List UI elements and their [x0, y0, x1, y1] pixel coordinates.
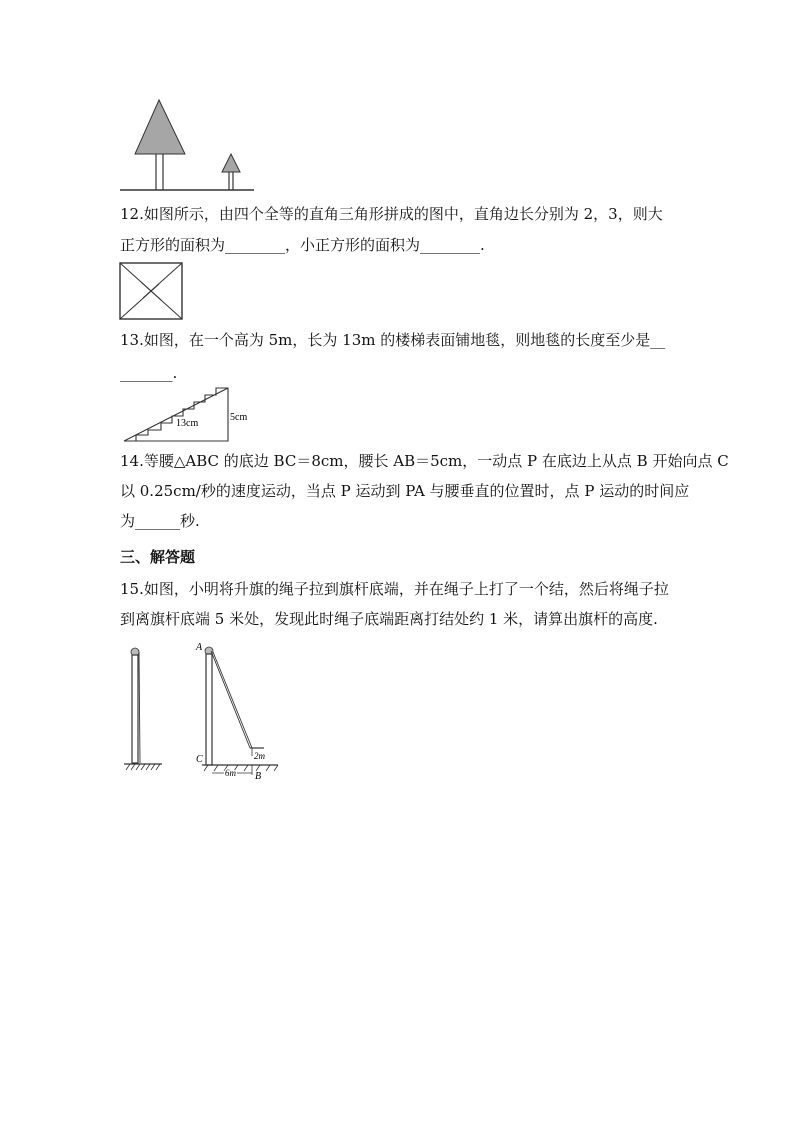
rope-2b [213, 652, 252, 748]
q13-line-1: 13.如图，在一个高为 5m，长为 13m 的楼梯表面铺地毯，则地毯的长度至少是__ [120, 331, 666, 349]
rope-2a [211, 651, 250, 748]
ground-hatch-2 [204, 765, 278, 771]
label-13cm: 13cm [176, 418, 199, 429]
q14-line-2: 以 0.25cm/秒的速度运动，当点 P 运动到 PA 与腰垂直的位置时，点 P 运动的时间应 [120, 482, 690, 500]
triangle-line-4 [120, 284, 159, 319]
label-b: B [255, 771, 262, 782]
pole-body [132, 655, 138, 763]
section-title: 三、解答题 [120, 548, 196, 566]
label-5cm: 5cm [230, 412, 248, 423]
pinwheel-square-figure [119, 262, 183, 320]
q13-line-2: _______. [120, 364, 178, 382]
q12-line-2: 正方形的面积为________，小正方形的面积为________. [120, 236, 485, 254]
big-tree-crown [135, 100, 185, 154]
trees-figure [118, 98, 258, 194]
flagpole-figure-1 [124, 644, 164, 772]
ground-hatch-1 [126, 764, 160, 770]
staircase-hypotenuse [124, 388, 228, 441]
q12-line-1: 12.如图所示，由四个全等的直角三角形拼成的图中，直角边长分别为 2，3，则大 [120, 205, 663, 223]
q15-line-1: 15.如图，小明将升旗的绳子拉到旗杆底端，并在绳子上打了一个结，然后将绳子拉 [120, 580, 669, 598]
label-c: C [196, 754, 203, 765]
q15-line-2: 到离旗杆底端 5 米处，发现此时绳子底端距离打结处约 1 米，请算出旗杆的高度. [120, 610, 658, 628]
pole-body-2 [206, 654, 212, 765]
q14-line-3: 为______秒. [120, 512, 200, 530]
q14-line-1: 14.等腰△ABC 的底边 BC＝8cm，腰长 AB＝5cm，一动点 P 在底边上从点 B 开始向点 C [120, 452, 729, 470]
staircase-figure [120, 384, 260, 444]
label-2m: 2m [254, 751, 265, 761]
triangle-line-3 [141, 282, 182, 319]
rope [139, 652, 140, 763]
label-6m: 6m [225, 768, 236, 778]
small-tree-crown [222, 154, 240, 172]
label-a: A [196, 642, 203, 653]
flagpole-figure-2 [194, 638, 284, 784]
